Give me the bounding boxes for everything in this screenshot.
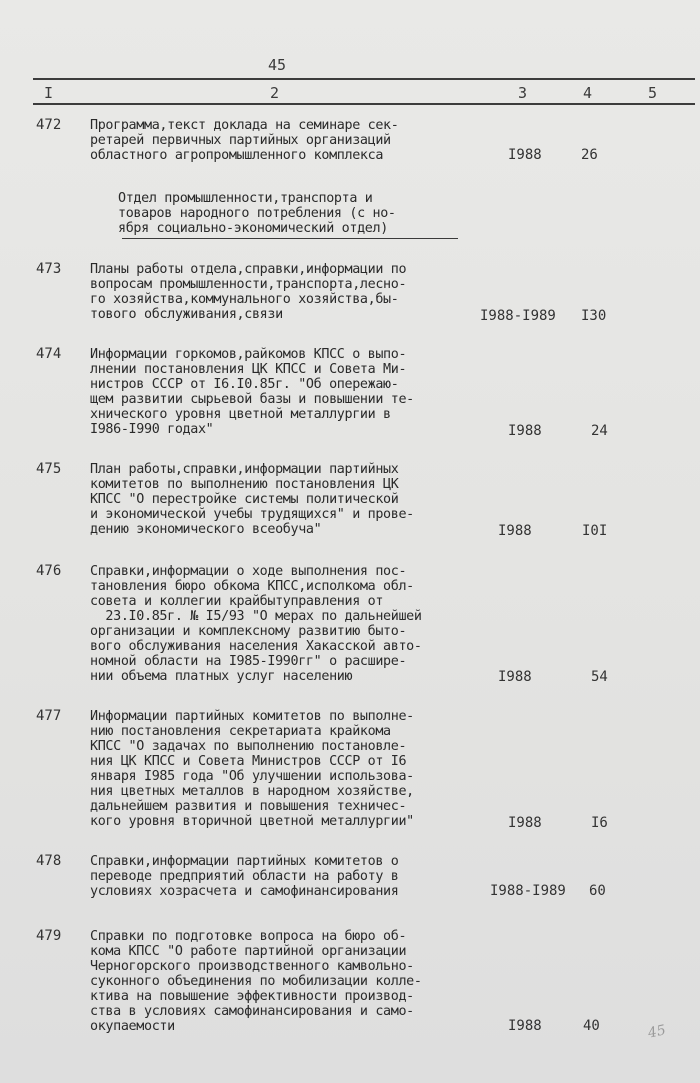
entry-title: Справки по подготовке вопроса на бюро об- кома КПСС "О работе партийной организации Черногорского производственного камвольно- суконного объединения по мобилизации колле- ктива на повышение эффективности производ- ства в условиях самофинансирования и само- окупаемости bbox=[90, 929, 422, 1034]
entry-number: 475 bbox=[36, 461, 62, 477]
entry-date: I988-I989 bbox=[490, 883, 566, 899]
entry-title: План работы,справки,информации партийных комитетов по выполнению постановления ЦК КПСС "О перестройке системы политической и экономической учебы трудящихся" и прове- дению экономического всеобуча" bbox=[90, 462, 414, 537]
entry-sheet-count: 60 bbox=[589, 883, 606, 899]
entry-title: Справки,информации о ходе выполнения пос- тановления бюро обкома КПСС,исполкома обл- совета и коллегии крайбытуправления от 23.I0.85г. № I5/93 "О мерах по дальнейшей организации и комплексному развитию быто- вого обслуживания населения Хакасской авто- номной области на I985-I990гг" о расшире- нии объема платных услуг населению bbox=[90, 564, 422, 684]
entry-sheet-count: I30 bbox=[581, 308, 607, 324]
entry-sheet-count: I6 bbox=[591, 815, 608, 831]
entry-title: Информации партийных комитетов по выполне- нию постановления секретариата крайкома КПСС "О задачах по выполнению постановле- ния ЦК КПСС и Совета Министров СССР от I6 января I985 года "Об улучшении использова- ния цветных металлов в народном хозяйстве, дальнейшем развития и повышения техничес- кого уровня вторичной цветной металлургии" bbox=[90, 709, 414, 829]
column-header-5: 5 bbox=[648, 84, 658, 102]
entry-sheet-count: 24 bbox=[591, 423, 608, 439]
entry-sheet-count: 26 bbox=[581, 147, 598, 163]
page-number: 45 bbox=[268, 56, 287, 74]
entry-date: I988 bbox=[498, 523, 532, 539]
entry-date: I988 bbox=[508, 815, 542, 831]
header-rule-top bbox=[33, 78, 695, 80]
entry-number: 476 bbox=[36, 563, 62, 579]
column-header-4: 4 bbox=[583, 84, 593, 102]
column-header-1: I bbox=[44, 84, 54, 102]
handwritten-margin-mark: 45 bbox=[646, 1022, 668, 1042]
column-header-2: 2 bbox=[270, 84, 280, 102]
entry-title: Справки,информации партийных комитетов о переводе предприятий области на работу в условиях хозрасчета и самофинансирования bbox=[90, 854, 399, 899]
entry-date: I988 bbox=[508, 1018, 542, 1034]
entry-number: 479 bbox=[36, 928, 62, 944]
entry-number: 474 bbox=[36, 346, 62, 362]
entry-number: 478 bbox=[36, 853, 62, 869]
entry-sheet-count: I0I bbox=[582, 523, 608, 539]
entry-number: 472 bbox=[36, 117, 62, 133]
entry-date: I988 bbox=[508, 423, 542, 439]
entry-number: 477 bbox=[36, 708, 62, 724]
column-header-3: 3 bbox=[518, 84, 528, 102]
entry-sheet-count: 54 bbox=[591, 669, 608, 685]
section-heading: Отдел промышленности,транспорта и товаров народного потребления (с но- ября социально-экономический отдел) bbox=[118, 191, 396, 236]
section-underline bbox=[122, 238, 458, 239]
entry-date: I988-I989 bbox=[480, 308, 556, 324]
header-rule-bottom bbox=[33, 103, 695, 105]
entry-date: I988 bbox=[508, 147, 542, 163]
entry-title: Планы работы отдела,справки,информации по вопросам промышленности,транспорта,лесно- го хозяйства,коммунального хозяйства,бы- тового обслуживания,связи bbox=[90, 262, 407, 322]
entry-sheet-count: 40 bbox=[583, 1018, 600, 1034]
entry-title: Программа,текст доклада на семинаре сек- ретарей первичных партийных организаций областного агропромышленного комплекса bbox=[90, 118, 399, 163]
entry-date: I988 bbox=[498, 669, 532, 685]
entry-number: 473 bbox=[36, 261, 62, 277]
entry-title: Информации горкомов,райкомов КПСС о выпо- лнении постановления ЦК КПСС и Совета Ми- нистров СССР от I6.I0.85г. "Об опережаю- щем развитии сырьевой базы и повышении те- хнического уровня цветной металлургии в I986-I990 годах" bbox=[90, 347, 414, 437]
